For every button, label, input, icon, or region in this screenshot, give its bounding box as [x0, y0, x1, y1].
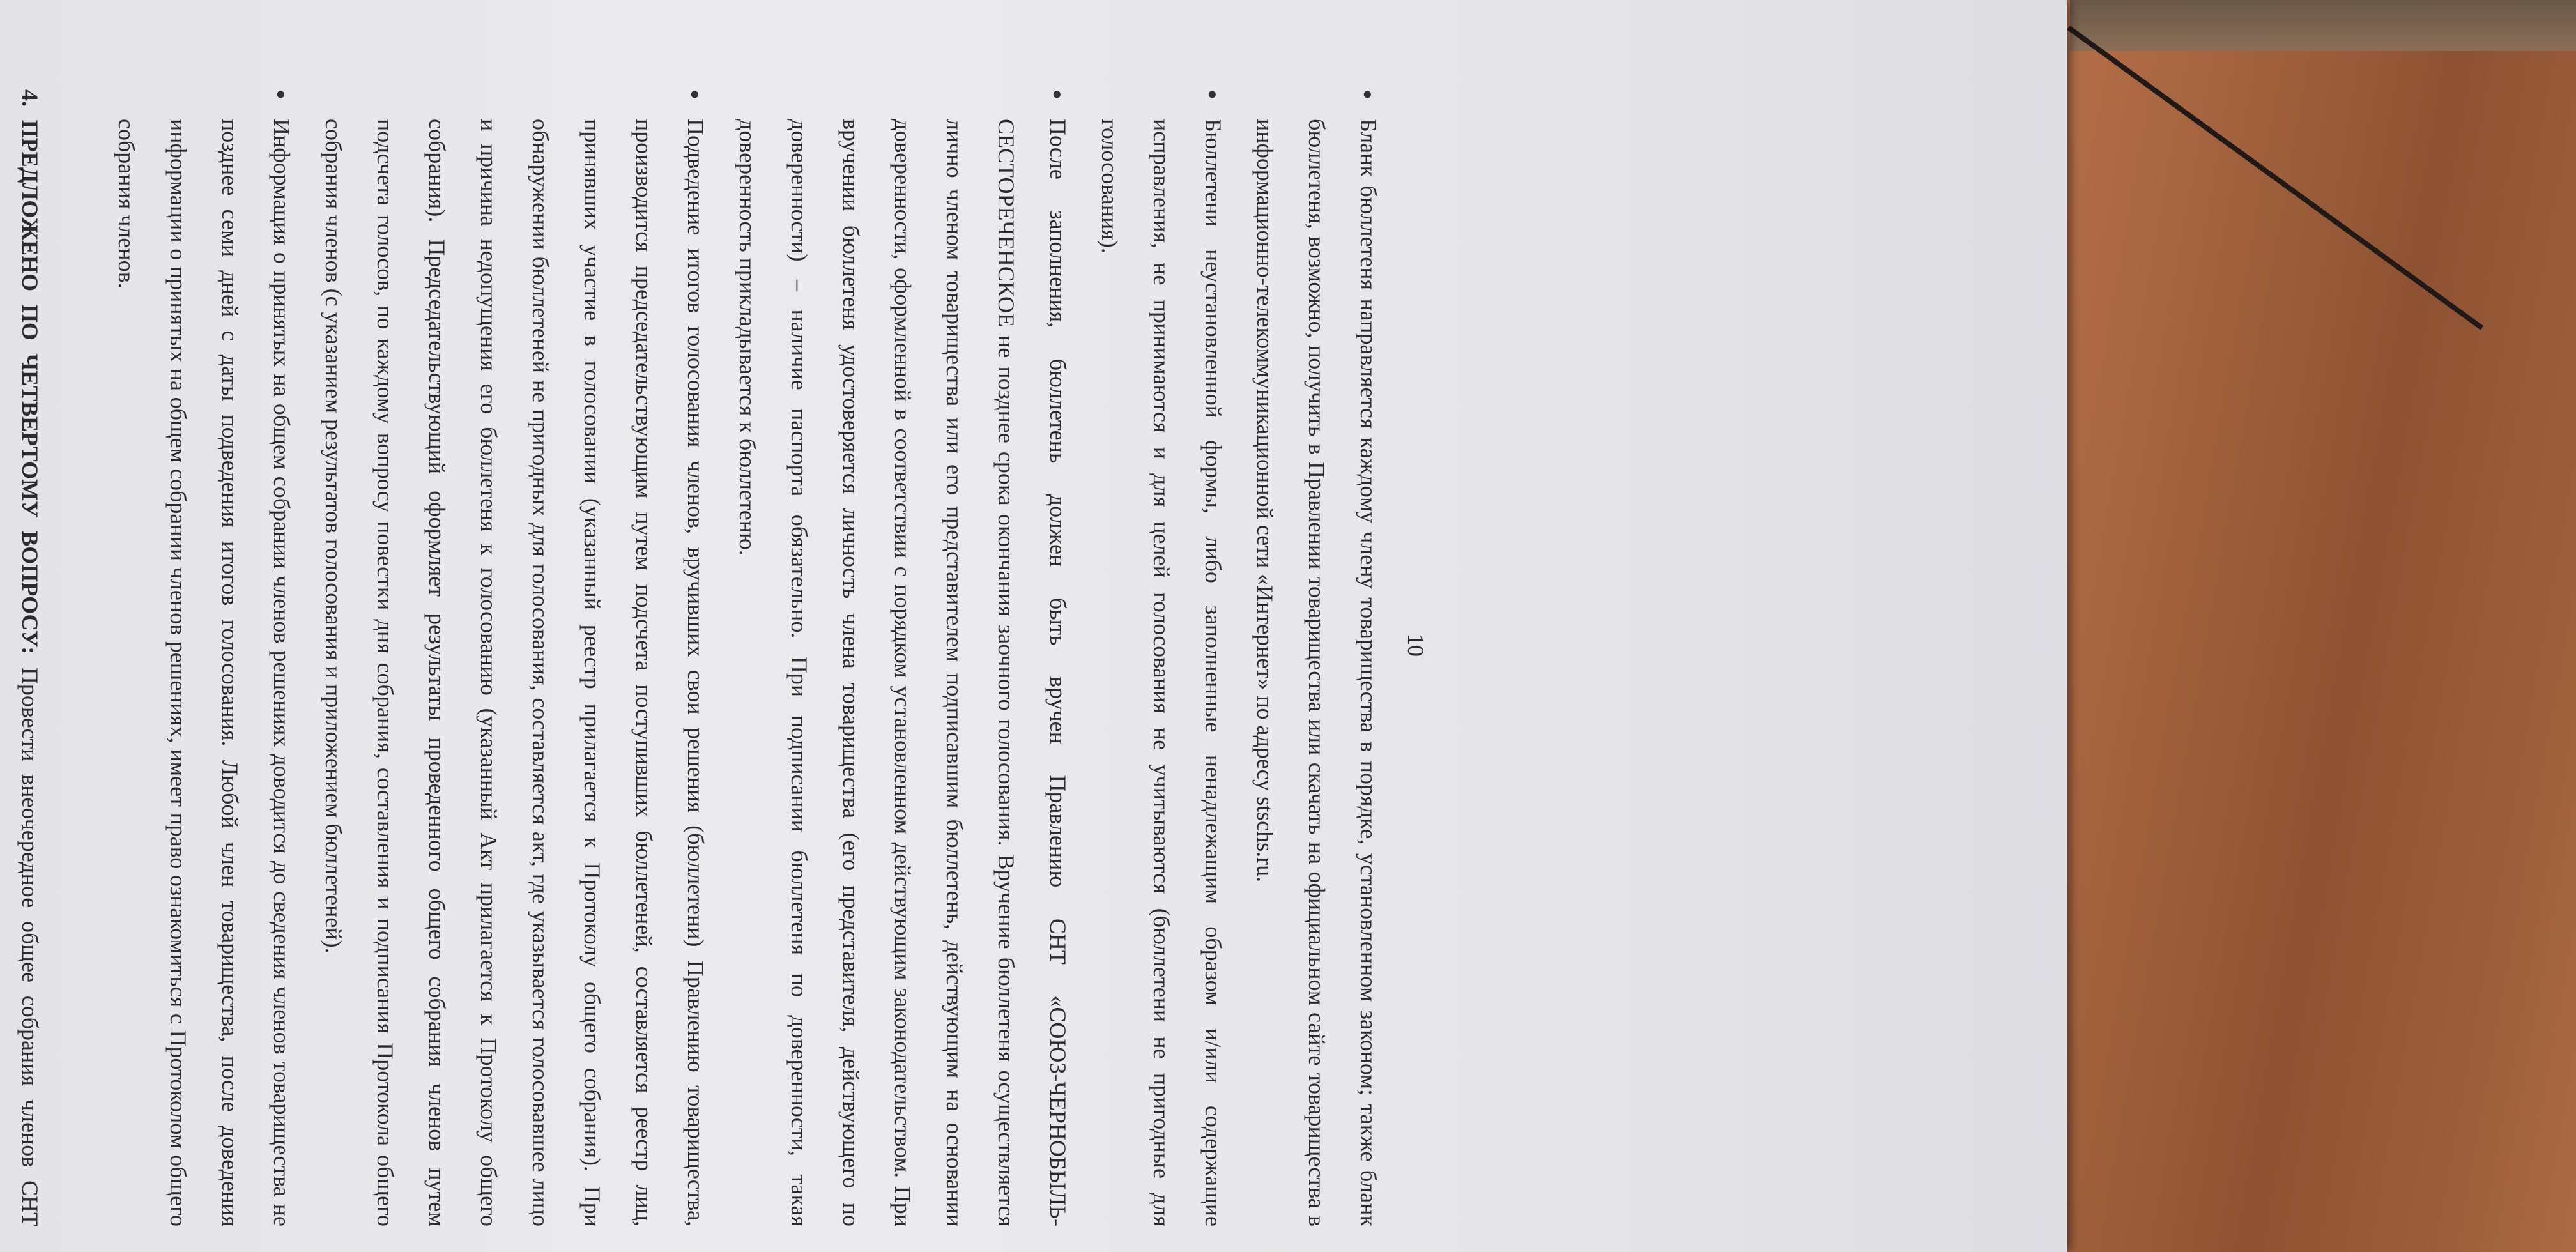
item-4-heading: 4. ПРЕДЛОЖЕНО ПО ЧЕТВЕРТОМУ ВОПРОСУ: — [17, 89, 43, 655]
bullet-list — [100, 89, 1394, 1226]
section-gap — [56, 89, 100, 1226]
wooden-table — [2064, 0, 2576, 1252]
bullet-item-vote-count: ● Подведение итогов голосования членов, вручивших свои решения (бюллетени) Правлению товарищества, производится председательствующим путем подсчета поступивших бюллетеней, составляется реестр лиц, принявших участие в голосовании (указанный реестр прилагается к Протоколу общего собрания). При обнаружении бюллетеней не пригодных для голосования, составляется акт, где указывается голосовавшее лицо и причина недопущения его бюллетеня к голосованию (указанный Акт прилагается к Протоколу общего собрания). Председательствующий оформляет результаты проведенного общего собрания членов путем подсчета голосов, по каждому вопросу повестки дня собрания, составления и подписания Протокола общего собрания членов (с указанием результатов голосования и приложением бюллетеней). — [307, 89, 721, 1226]
bullet-item-results-info: ● Информация о принятых на общем собрании членов решениях доводится до сведения членов товарищества не позднее семи дней с даты подведения итогов голосования. Любой член товарищества, после доведения информации о принятых на общем собрании членов решениях, имеет право ознакомиться с Протоколом общего собрания членов. — [100, 89, 307, 1226]
item-4-text: Провести внеочередное общее собрания членов СНТ — [17, 667, 43, 1226]
rotated-page-content — [17, 89, 1435, 1226]
item-4-paragraph — [0, 89, 56, 1226]
table-far-edge — [2070, 0, 2576, 51]
page-number: 10 — [1403, 634, 1429, 657]
bullet-item-ballot-form: ● Бланк бюллетеня направляется каждому члену товарищества в порядке, установленном законом; также бланк бюллетеня, возможно, получить в Правлении товарищества или скачать на официальном сайте товарищества в информационно-телекоммуникационной сети «Интернет» по адресу stschs.ru. — [1239, 89, 1394, 1226]
bullet-item-invalid-ballots: ● Бюллетени неустановленной формы, либо заполненные ненадлежащим образом и/или содержащие исправления, не принимаются и для целей голосования не учитываются (бюллетени не пригодные для голосования). — [1084, 89, 1239, 1226]
bullet-item-ballot-delivery: ● После заполнения, бюллетень должен быть вручен Правлению СНТ «СОЮЗ-ЧЕРНОБЫЛЬ-СЕСТОРЕЧЕНСКОЕ не позднее срока окончания заочного голосования. Вручение бюллетеня осуществляется лично членом товарищества или его представителем подписавшим бюллетень, действующим на основании доверенности, оформленной в соответствии с порядком установленном действующим законодательством. При вручении бюллетеня удостоверяется личность члена товарищества (его представителя, действующего по доверенности) – наличие паспорта обязательно. При подписании бюллетеня по доверенности, такая доверенность прикладывается к бюллетеню. — [721, 89, 1084, 1226]
